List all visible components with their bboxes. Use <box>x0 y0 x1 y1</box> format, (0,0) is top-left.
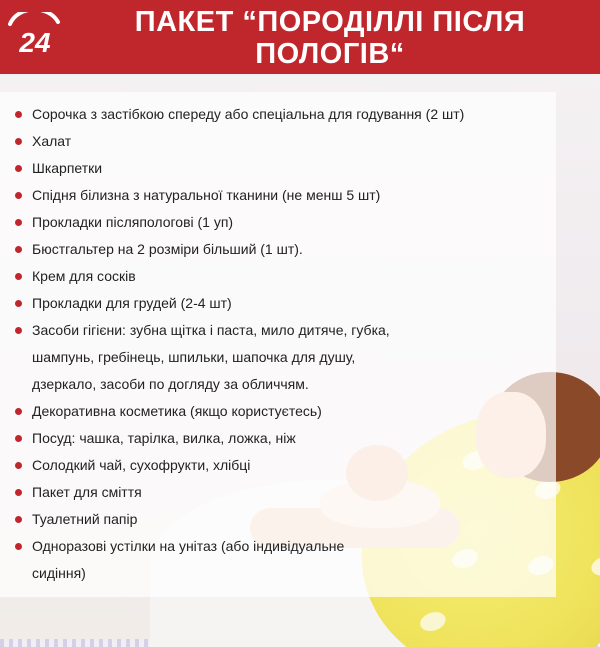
title-line-2: ПОЛОГІВ“ <box>255 38 405 70</box>
list-item-text: сидіння) <box>32 565 86 581</box>
list-item-text: Декоративна косметика (якщо користуєтесь) <box>32 403 322 419</box>
list-item <box>0 290 560 317</box>
list-item <box>0 236 560 263</box>
list-item-text: Спідня білизна з натуральної тканини (не менш 5 шт) <box>32 187 381 203</box>
bullet-icon <box>15 138 22 145</box>
bullet-icon <box>15 327 22 334</box>
list-item-text: Прокладки для грудей (2-4 шт) <box>32 295 232 311</box>
list-item <box>0 425 560 452</box>
list-item-text: шампунь, гребінець, шпильки, шапочка для душу, <box>32 349 356 365</box>
list-item <box>0 155 560 182</box>
list-item-text: Туалетний папір <box>32 511 138 527</box>
list-item-text: дзеркало, засоби по догляду за обличчям. <box>32 376 309 392</box>
bullet-icon <box>15 192 22 199</box>
list-item <box>0 506 560 533</box>
list-item-text: Пакет для сміття <box>32 484 142 500</box>
list-item <box>0 533 560 587</box>
bullet-icon <box>15 462 22 469</box>
bullet-icon <box>15 219 22 226</box>
list-item <box>0 398 560 425</box>
list-item <box>0 101 560 128</box>
page-title <box>70 6 590 70</box>
list-item-text: Крем для сосків <box>32 268 136 284</box>
list-item-text: Солодкий чай, сухофрукти, хлібці <box>32 457 251 473</box>
list-item-text: Бюстгальтер на 2 розміри більший (1 шт). <box>32 241 303 257</box>
bullet-icon <box>15 165 22 172</box>
bullet-icon <box>15 408 22 415</box>
bullet-icon <box>15 300 22 307</box>
bullet-icon <box>15 246 22 253</box>
bullet-icon <box>15 111 22 118</box>
bullet-icon <box>15 543 22 550</box>
bullet-icon <box>15 435 22 442</box>
list-item <box>0 479 560 506</box>
list-item-text: Одноразові устілки на унітаз (або індивідуальне <box>32 538 345 554</box>
list-item-text: Шкарпетки <box>32 160 103 176</box>
list-item <box>0 452 560 479</box>
svg-text:24: 24 <box>19 27 51 58</box>
list-item <box>0 182 560 209</box>
title-line-1: ПАКЕТ “ПОРОДІЛЛІ ПІСЛЯ <box>134 6 526 38</box>
list-item <box>0 317 560 398</box>
bullet-icon <box>15 273 22 280</box>
list-item-text: Сорочка з застібкою спереду або спеціальна для годування (2 шт) <box>32 106 465 122</box>
checklist <box>0 101 560 587</box>
list-item-text: Халат <box>32 133 72 149</box>
list-item <box>0 128 560 155</box>
channel-24-logo <box>6 12 64 62</box>
list-item-text: Прокладки післяпологові (1 уп) <box>32 214 234 230</box>
header-bar <box>0 0 600 74</box>
list-item-text: Засоби гігієни: зубна щітка і паста, мило дитяче, губка, <box>32 322 390 338</box>
bullet-icon <box>15 489 22 496</box>
list-item <box>0 263 560 290</box>
list-item-text: Посуд: чашка, тарілка, вилка, ложка, ніж <box>32 430 296 446</box>
list-item <box>0 209 560 236</box>
bullet-icon <box>15 516 22 523</box>
